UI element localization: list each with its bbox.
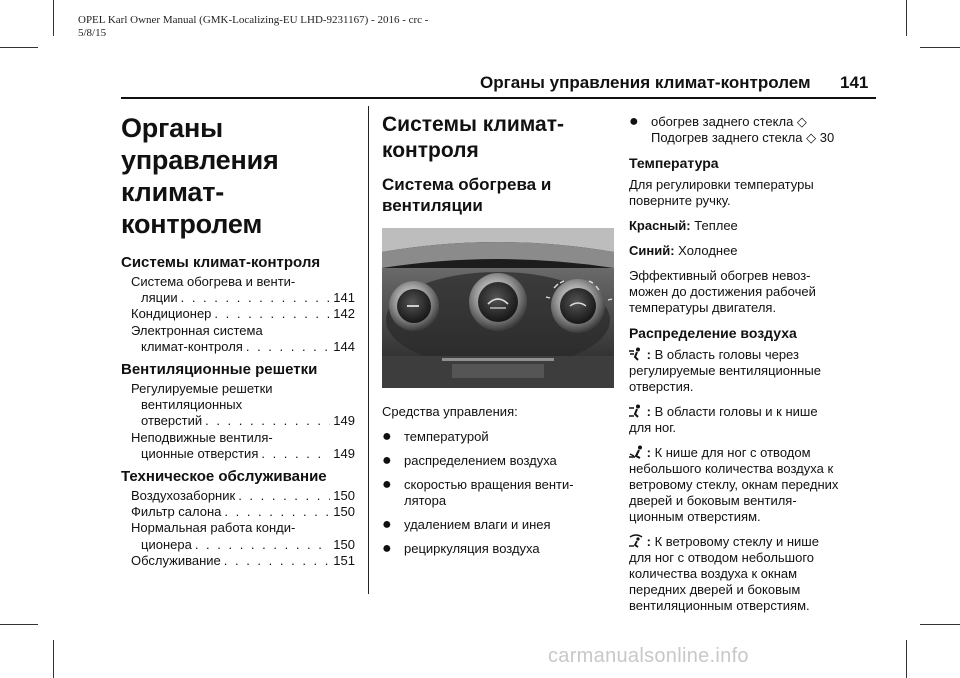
toc-list [121, 381, 355, 462]
crop-mark [906, 0, 907, 36]
distribution-item: : К нише для ног с отводом небольшого количества воздуха к ветровому стеклу, окнам передних дверей и боковым вентиля- ционным отверстиям. [629, 445, 839, 524]
chapter-title: Органы управления климат-контролем [121, 113, 279, 239]
toc-list [121, 274, 355, 355]
bullet-item: ● распределением воздуха [382, 452, 557, 469]
toc-entry[interactable]: Система обогрева и венти- [131, 274, 296, 289]
toc-section-heading: Системы климат-контроля [121, 254, 321, 271]
page-ref-icon: ◇ [806, 130, 817, 145]
toc-entry-line[interactable]: климат-контроля . . . 144 [121, 339, 355, 355]
toc-entry-line[interactable]: ляции . . . 141 [121, 290, 355, 306]
page-number: 141 [840, 73, 869, 92]
subsection-title: Система обогрева и вентиляции [382, 175, 552, 215]
chapter-toc-column [121, 112, 355, 575]
blue-setting: Синий: Холоднее [629, 243, 738, 258]
effective-heating-note: Эффективный обогрев невоз- можен до достижения рабочей температуры двигателя. [629, 268, 816, 315]
toc-entry[interactable]: Кондиционер . . . 142 [121, 306, 355, 322]
toc-entry[interactable]: Неподвижные вентиля- [131, 429, 273, 445]
cross-reference[interactable]: Подогрев заднего стекла ◇ 30 [651, 130, 835, 145]
controls-intro: Средства управления: [382, 404, 518, 419]
crop-mark [920, 624, 960, 625]
toc-entry[interactable]: Нормальная работа конди- [131, 520, 296, 536]
toc-section-heading: Техническое обслуживание [121, 468, 327, 486]
crop-mark [920, 47, 960, 48]
toc-entry[interactable]: Регулируемые решетки [131, 381, 273, 397]
distribution-item: : В область головы через регулируемые вентиляционные отверстия. [629, 347, 821, 394]
temperature-heading: Температура [629, 155, 719, 171]
running-header-title: Органы управления климат-контролем [480, 73, 811, 92]
toc-entry[interactable]: Обслуживание . . . 151 [121, 553, 355, 569]
climate-systems-column [382, 112, 614, 565]
toc-entry[interactable]: Воздухозаборник . . . 150 [121, 488, 355, 504]
toc-entry[interactable]: Электронная система [131, 322, 263, 338]
head-feet-vent-icon [629, 404, 643, 418]
bullet-icon: ● [382, 516, 392, 533]
distribution-item: : В области головы и к нише для ног. [629, 404, 818, 435]
crop-mark [0, 624, 38, 625]
crop-mark [53, 0, 54, 36]
toc-section-heading: Вентиляционные решетки [121, 361, 318, 379]
red-setting: Красный: Теплее [629, 218, 738, 233]
air-distribution-heading: Распределение воздуха [629, 325, 797, 341]
bullet-icon: ● [382, 452, 392, 469]
distribution-item: : К ветровому стеклу и нише для ног с отводом небольшого количества воздуха к окнам передних дверей и боковым вентиляционным отверстиям. [629, 534, 819, 613]
bullet-icon: ● [382, 428, 392, 445]
bullet-item: ● температурой [382, 428, 489, 445]
temperature-text: Для регулировки температуры поверните ручку. [629, 177, 814, 208]
column-divider [368, 106, 369, 594]
bullet-item: ● рециркуляция воздуха [382, 540, 540, 557]
crop-mark [0, 47, 38, 48]
bullet-icon: ● [382, 540, 392, 557]
temperature-distribution-column [629, 114, 869, 623]
crop-mark [53, 640, 54, 678]
toc-entry-line[interactable]: ционные отверстия . . . 149 [121, 446, 355, 462]
head-vent-icon [629, 347, 643, 361]
bullet-item: ● удалением влаги и инея [382, 516, 551, 533]
bullet-icon: ● [629, 113, 639, 130]
bullet-item: ● скоростью вращения венти- лятора [382, 476, 574, 508]
toc-entry[interactable]: Фильтр салона . . . 150 [121, 504, 355, 520]
section-title: Системы климат- контроля [382, 113, 564, 162]
page-ref-icon: ◇ [796, 114, 807, 129]
climate-control-panel-photo [382, 228, 614, 388]
windshield-feet-icon [629, 534, 643, 548]
bullet-item: ● обогрев заднего стекла ◇ [629, 113, 807, 130]
watermark: carmanualsonline.info [548, 645, 749, 667]
print-meta: OPEL Karl Owner Manual (GMK-Localizing-EU LHD-9231167) - 2016 - crc - 5/8/15 [78, 14, 429, 39]
toc-entry-line[interactable]: отверстий . . . 149 [121, 413, 355, 429]
toc-entry-line[interactable]: ционера . . . 150 [121, 537, 355, 553]
toc-entry-line[interactable]: вентиляционных [141, 397, 243, 413]
bullet-icon: ● [382, 476, 392, 493]
toc-list [121, 488, 355, 569]
header-rule [121, 97, 876, 99]
feet-vent-icon [629, 445, 643, 459]
crop-mark [906, 640, 907, 678]
